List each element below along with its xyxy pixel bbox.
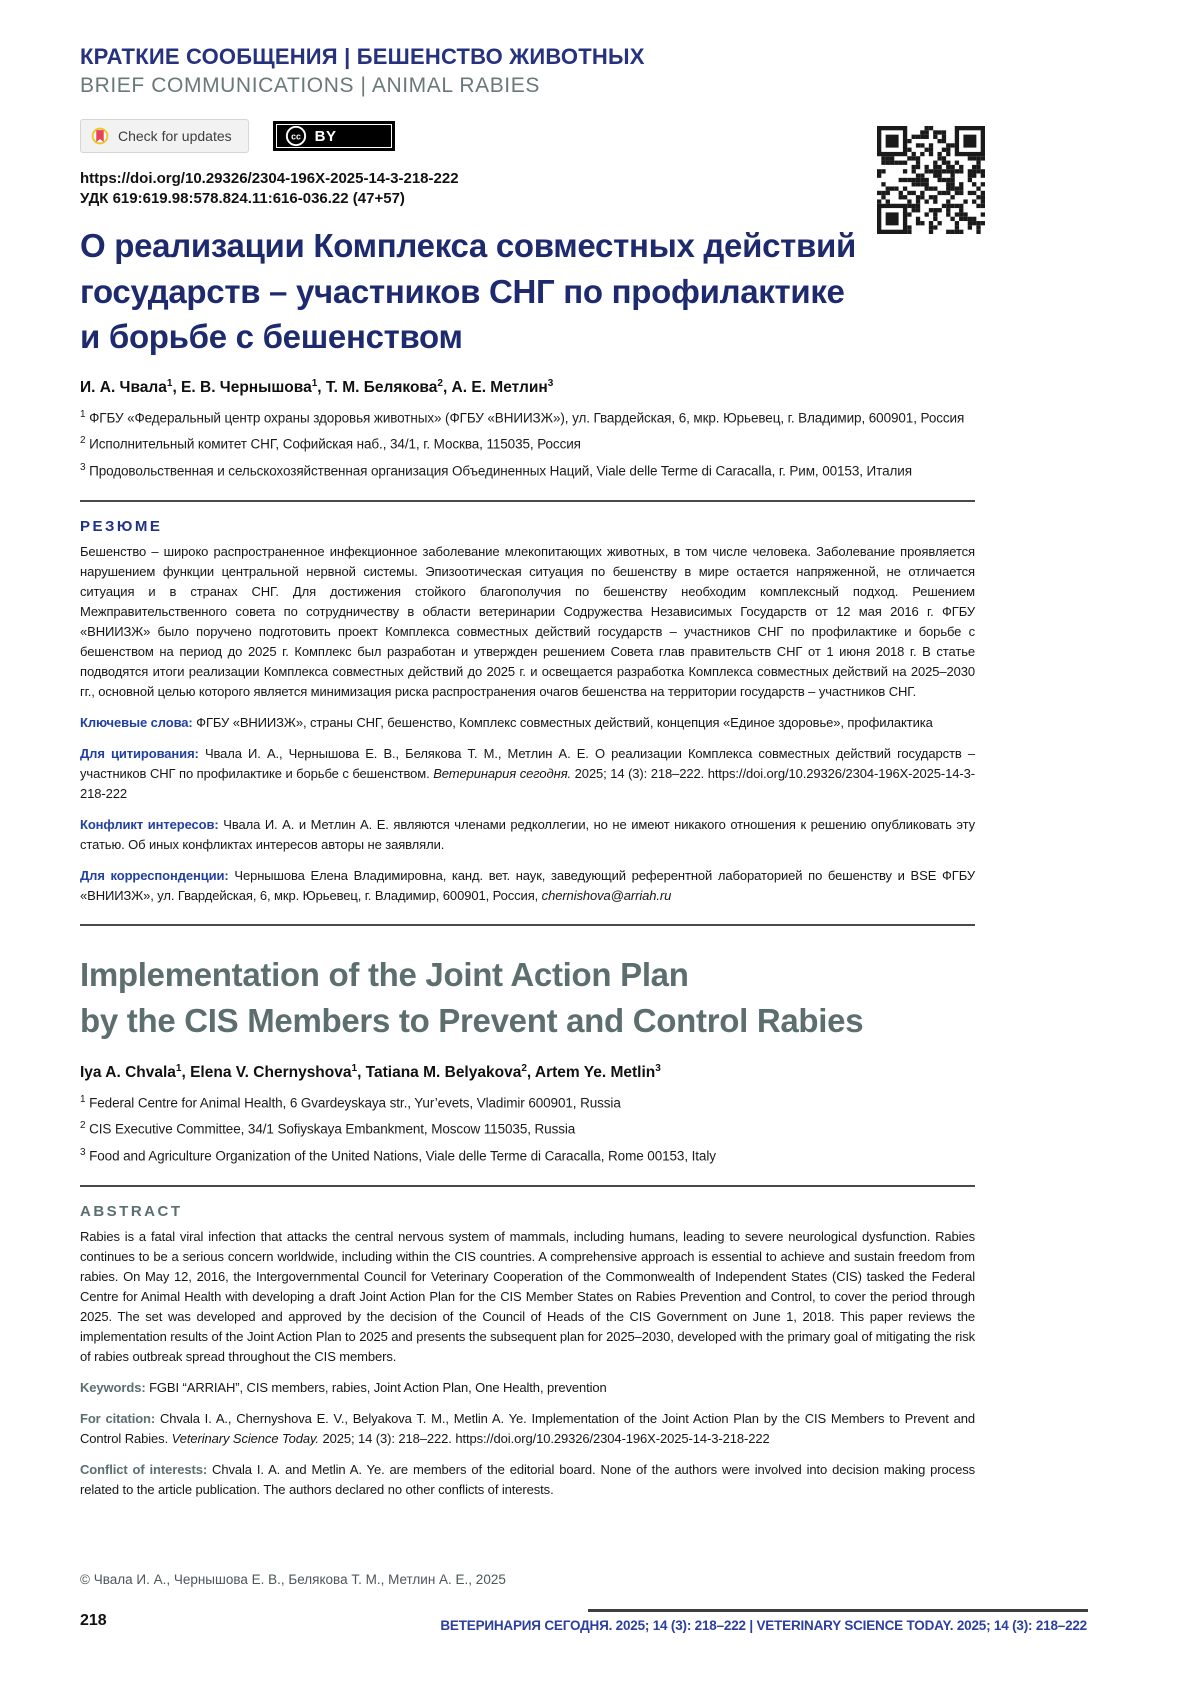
crossmark-icon bbox=[90, 126, 110, 146]
correspondence-email-link[interactable]: chernishova@arriah.ru bbox=[541, 888, 672, 904]
badge-row bbox=[80, 118, 975, 154]
authors-ru: И. А. Чвала$^1$, Е. В. Чернышова$^1$, Т. М. Белякова$^2$, А. Е. Метлин$^3$ bbox=[80, 377, 554, 396]
title-en-line1: Implementation of the Joint Action Plan bbox=[80, 956, 689, 994]
affiliation-ru-1: $^1$ ФГБУ «Федеральный центр охраны здоровья животных» (ФГБУ «ВНИИЗЖ»), ул. Гвардейская, 6, мкр. Юрьевец, г. Владимир, 600901, Россия bbox=[80, 408, 965, 426]
citation-ru: Для цитирования: Чвала И. А., Чернышова Е. В., Белякова Т. М., Метлин А. Е. О реализации Комплекса совместных действий государств – участников СНГ по профилактике и борьбе с бешенством. Ветеринария сегодня. 2025; 14 (3): 218–222. https://doi.org/10.29326/2304-196X-2025-14-3-218-222 bbox=[80, 746, 975, 802]
title-ru-line3: и борьбе с бешенством bbox=[80, 318, 463, 356]
correspondence-ru-label: Для корреспонденции: bbox=[80, 868, 229, 884]
doi-link[interactable]: https://doi.org/10.29326/2304-196X-2025-14-3-218-222 bbox=[80, 170, 459, 187]
article-title-ru bbox=[80, 223, 975, 360]
correspondence-ru: Для корреспонденции: Чернышова Елена Владимировна, канд. вет. наук, заведующий референтной лабораторией по бешенству и BSE ФГБУ «ВНИИЗЖ», ул. Гвардейская, 6, мкр. Юрьевец, г. Владимир, 600901, Россия, chernishova@arriah.ru bbox=[80, 868, 975, 904]
cc-icon bbox=[285, 125, 307, 147]
affiliation-en-3: $^3$ Food and Agriculture Organization of the United Nations, Viale delle Terme di Caracalla, Rome 00153, Italy bbox=[80, 1146, 716, 1164]
footer-divider bbox=[588, 1609, 1088, 1612]
copyright-line: © Чвала И. А., Чернышова Е. В., Белякова Т. М., Метлин А. Е., 2025 bbox=[80, 1572, 506, 1587]
conflict-ru: Конфликт интересов: Чвала И. А. и Метлин А. Е. являются членами редколлегии, но не имеют никакого отношения к решению опубликовать эту статью. Об иных конфликтах интересов авторы не заявляли. bbox=[80, 817, 976, 853]
conflict-en-label: Conflict of interests: bbox=[80, 1462, 208, 1478]
affiliation-ru-3: $^3$ Продовольственная и сельскохозяйственная организация Объединенных Наций, Viale delle Terme di Caracalla, г. Рим, 00153, Италия bbox=[80, 461, 912, 479]
abstract-heading: ABSTRACT bbox=[80, 1203, 183, 1221]
title-ru-line2: государств – участников СНГ по профилактике bbox=[80, 272, 845, 310]
article-title-en bbox=[80, 952, 975, 1044]
svg-text:cc: cc bbox=[290, 131, 301, 142]
title-en-line2: by the CIS Members to Prevent and Control Rabies bbox=[80, 1002, 864, 1040]
cc-by-label: BY bbox=[314, 127, 337, 145]
affiliation-ru-2: $^2$ Исполнительный комитет СНГ, Софийская наб., 34/1, г. Москва, 115035, Россия bbox=[80, 435, 581, 452]
cc-by-license-badge[interactable] bbox=[273, 121, 395, 151]
check-for-updates-label: Check for updates bbox=[118, 128, 232, 144]
authors-en: Iya A. Chvala$^1$, Elena V. Chernyshova$^1$, Tatiana M. Belyakova$^2$, Artem Ye. Metlin$^3$ bbox=[80, 1062, 661, 1081]
section-kicker-en: BRIEF COMMUNICATIONS | ANIMAL RABIES bbox=[80, 74, 540, 97]
resume-heading: РЕЗЮМЕ bbox=[80, 518, 163, 536]
divider-before-title-en bbox=[80, 924, 975, 926]
affiliation-en-1: $^1$ Federal Centre for Animal Health, 6 Gvardeyskaya str., Yur’evets, Vladimir 600901, Russia bbox=[80, 1093, 621, 1111]
cc-by-inner bbox=[276, 124, 392, 148]
divider-after-affiliations-ru bbox=[80, 500, 975, 502]
citation-en: For citation: Chvala I. A., Chernyshova E. V., Belyakova T. M., Metlin A. Ye. Implementation of the Joint Action Plan by the CIS Members to Prevent and Control Rabies. Veterinary Science Today. 2025; 14 (3): 218–222. https://doi.org/10.29326/2304-196X-2025-14-3-218-222 bbox=[80, 1411, 976, 1447]
citation-en-label: For citation: bbox=[80, 1411, 156, 1427]
citation-ru-label: Для цитирования: bbox=[80, 746, 199, 762]
conflict-ru-label: Конфликт интересов: bbox=[80, 817, 219, 833]
check-for-updates-badge[interactable] bbox=[80, 119, 249, 153]
keywords-en-label: Keywords: bbox=[80, 1380, 146, 1396]
keywords-ru-label: Ключевые слова: bbox=[80, 715, 193, 731]
abstract-text: Rabies is a fatal viral infection that attacks the central nervous system of mammals, including humans, leading to severe neurological dysfunction. Rabies continues to be a serious concern worldwide, including within the CIS countries. A comprehensive approach is essential to achieve and sustain freedom from rabies. On May 12, 2016, the Intergovernmental Council for Veterinary Cooperation of the Commonwealth of Independent States (CIS) tasked the Federal Centre for Animal Health with developing a draft Joint Action Plan for the CIS Member States on Rabies Prevention and Control, to cover the period through 2025. The set was developed and approved by the decision of the Council of Heads of the CIS Government on June 1, 2018. This paper reviews the implementation results of the Joint Action Plan to 2025 and presents the subsequent plan for 2025–2030, developed with the primary goal of mitigating the risk of rabies outbreak spread throughout the CIS members. bbox=[80, 1229, 975, 1365]
section-kicker-ru: КРАТКИЕ СООБЩЕНИЯ | БЕШЕНСТВО ЖИВОТНЫХ bbox=[80, 44, 645, 69]
footer-journal-line: ВЕТЕРИНАРИЯ СЕГОДНЯ. 2025; 14 (3): 218–222 | VETERINARY SCIENCE TODAY. 2025; 14 (3): 218–222 bbox=[440, 1618, 1087, 1633]
keywords-ru: Ключевые слова: ФГБУ «ВНИИЗЖ», страны СНГ, бешенство, Комплекс совместных действий, концепция «Единое здоровье», профилактика bbox=[80, 715, 933, 731]
conflict-en: Conflict of interests: Chvala I. A. and Metlin A. Ye. are members of the editorial board. None of the authors were involved into decision making process related to the article publication. The authors declared no other conflicts of interests. bbox=[80, 1462, 975, 1498]
keywords-en: Keywords: FGBI “ARRIAH”, CIS members, rabies, Joint Action Plan, One Health, prevention bbox=[80, 1380, 607, 1396]
udc-code: УДК 619:619.98:578.824.11:616-036.22 (47+57) bbox=[80, 190, 405, 207]
page-number: 218 bbox=[80, 1612, 107, 1629]
article-content bbox=[80, 44, 975, 1500]
resume-text: Бешенство – широко распространенное инфекционное заболевание млекопитающих животных, в том числе человека. Заболевание проявляется нарушением функции центральной нервной системы. Эпизоотическая ситуация по бешенству в мире остается напряженной, не отличается ситуация и в странах СНГ. Для достижения стойкого благополучия по бешенству необходим комплексный подход. Решением Межправительственного совета по сотрудничеству в области ветеринарии Содружества Независимых Государств от 12 мая 2016 г. ФГБУ «ВНИИЗЖ» было поручено подготовить проект Комплекса совместных действий государств – участников СНГ по профилактике и борьбе с бешенством на период до 2025 г. Комплекс был разработан и утвержден решением Совета глав правительств СНГ от 1 июня 2018 г. В статье подводятся итоги реализации Комплекса совместных действий до 2025 г. и освещается разработка Комплекса совместных действий на 2025–2030 гг., основной целью которого является минимизация риска распространения очагов бешенства на территории государств – участников СНГ. bbox=[80, 544, 975, 700]
divider-before-abstract bbox=[80, 1185, 975, 1187]
affiliations-en bbox=[80, 1088, 975, 1168]
title-ru-line1: О реализации Комплекса совместных действий bbox=[80, 227, 856, 264]
affiliation-en-2: $^2$ CIS Executive Committee, 34/1 Sofiyskaya Embankment, Moscow 115035, Russia bbox=[80, 1120, 576, 1137]
affiliations-ru bbox=[80, 403, 975, 483]
